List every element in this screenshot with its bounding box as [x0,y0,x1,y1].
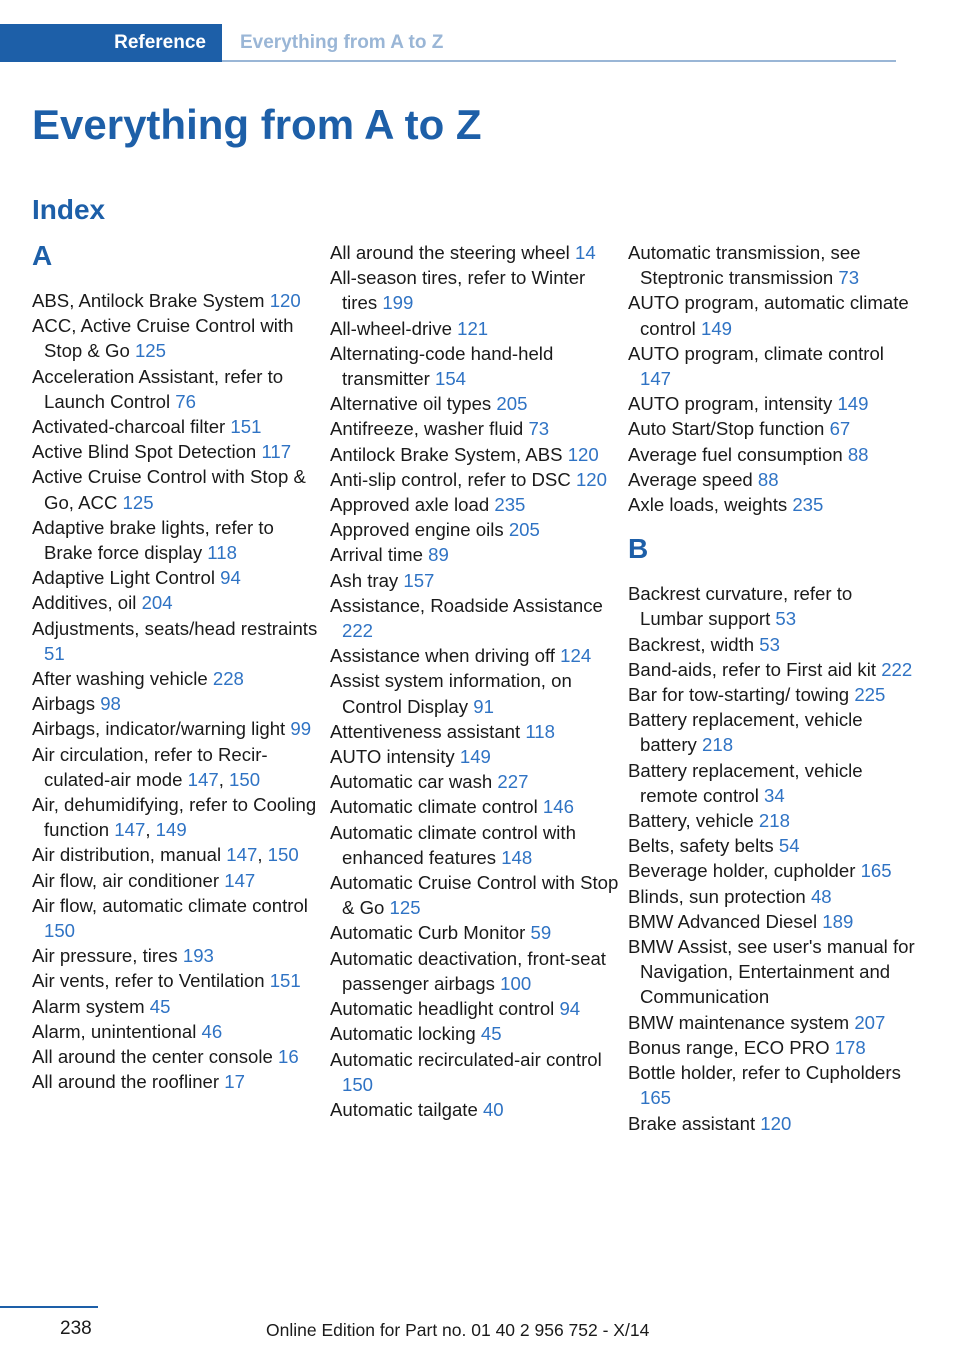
page-link[interactable]: 53 [775,608,797,630]
index-term: AUTO intensity [330,746,455,768]
index-entry [330,265,620,315]
index-term: All around the center console [32,1046,273,1068]
index-term: Acceleration Assistant, refer to Launch Control [32,365,284,412]
index-term: Beverage holder, cupholder [628,860,856,882]
index-entry [32,565,322,590]
page-link[interactable]: 121 [457,317,489,339]
index-term: Bonus range, ECO PRO [628,1036,830,1058]
index-term: Automatic Cruise Control with Stop & Go [330,872,619,919]
entry-list [32,288,322,1095]
letter-heading-a: A [32,240,53,271]
index-term: Automatic transmission, see Steptronic transmission [628,242,861,289]
page-link[interactable]: 88 [757,468,779,490]
index-entry [628,909,918,934]
index-entry [330,341,620,391]
index-term: Air pressure, tires [32,945,178,967]
index-term: Auto Start/Stop function [628,418,825,440]
index-term: Bottle holder, refer to Cupholders [628,1062,901,1084]
index-term: Airbags, indicator/warning light [32,718,286,740]
index-entry [32,313,322,363]
index-term: Adaptive brake lights, refer to Brake force display [32,516,274,564]
page-link[interactable]: 199 [382,292,414,314]
page-link[interactable]: 218 [702,734,734,756]
page-link[interactable]: 45 [480,1023,502,1045]
page-link[interactable]: 16 [278,1046,299,1068]
index-term: Alarm, unintentional [32,1020,197,1042]
index-entry: Air distribution, manual 147, 150 [32,844,299,866]
index-entry: Air, dehumidifying, refer to Cooling function 147, 149 [32,794,317,841]
page-link[interactable]: 225 [854,684,886,706]
index-entry [628,808,918,833]
index-entry [330,316,620,341]
index-entry [330,744,620,769]
index-entry [628,858,918,883]
page-link[interactable]: 218 [758,810,790,832]
page-link[interactable]: 40 [482,1098,504,1120]
index-term: Air circulation, refer to Recirculated-air mode [32,743,268,790]
index-entry [32,364,322,414]
page-link[interactable]: 146 [542,796,574,818]
index-term: Brake assistant [628,1112,756,1134]
index-term: Average fuel consumption [628,443,843,465]
index-term: After washing vehicle [32,668,208,690]
index-term: BMW Assist, see user's manual for Navigation, Entertainment and Communication [628,936,915,1008]
index-entry [628,657,918,682]
index-entry [32,515,322,565]
index-entry [628,467,918,492]
index-entry [628,492,918,517]
index-term: Anti-slip control, refer to DSC [330,468,571,490]
page-link[interactable]: 125 [134,340,166,362]
page-link[interactable]: 149 [155,819,187,841]
index-term: Assistance, Roadside Assistance [330,594,603,616]
page-link[interactable]: 53 [759,633,780,655]
index-term: Automatic headlight control [330,998,555,1020]
index-entry [330,1097,620,1122]
index-entry [628,833,918,858]
index-entry [330,1021,620,1046]
page-link[interactable]: 150 [229,768,261,790]
index-term: Battery replacement, vehicle battery [628,709,863,756]
index-entry [330,643,620,668]
index-term: Alarm system [32,995,145,1017]
index-term: Automatic recirculated-air control [330,1048,602,1070]
index-term: BMW Advanced Diesel [628,910,818,932]
index-entry [330,517,620,542]
index-entry [330,996,620,1021]
page-link[interactable]: 91 [473,695,494,717]
page-title: Everything from A to Z [32,101,482,148]
index-term: All-season tires, refer to Winter tires [330,267,586,314]
entry-list [628,581,918,1135]
page-link[interactable]: 147 [640,368,672,390]
index-entry [330,794,620,819]
index-term: Axle loads, weights [628,494,788,516]
index-entry [330,769,620,794]
index-term: Automatic Curb Monitor [330,922,526,944]
index-term: AUTO program, intensity [628,393,833,415]
page-link[interactable]: 120 [269,290,301,311]
index-term: Alternative oil types [330,393,492,415]
index-entry [330,568,620,593]
index-entry [628,290,918,340]
page-link[interactable]: 88 [847,443,869,465]
page-link[interactable]: 125 [122,491,154,513]
index-entry [32,464,322,514]
page-link[interactable]: 150 [44,920,76,942]
page-link[interactable]: 94 [220,567,241,589]
index-column-2 [330,240,620,1122]
index-term: Approved axle load [330,494,490,516]
index-entry [628,1010,918,1035]
index-term: AUTO program, automatic climate control [628,292,909,339]
index-entry [330,668,620,718]
page-link[interactable]: 147 [224,869,256,891]
index-entry [32,616,322,666]
page-link[interactable]: 99 [290,718,312,740]
index-entry [330,240,620,265]
index-term: Automatic deactivation, front-seat passenger airbags [330,947,606,994]
letter-heading-b: B [628,533,649,565]
page-link[interactable]: 48 [810,885,832,907]
index-term: Backrest curvature, refer to Lumbar support [628,583,853,630]
index-entry [32,1069,322,1094]
page-link[interactable]: 148 [501,846,533,868]
index-term: Belts, safety belts [628,835,774,857]
page-link[interactable]: 76 [175,390,196,412]
index-entry [32,1019,322,1044]
index-term: ABS, Antilock Brake System [32,290,265,311]
index-heading: Index [32,194,106,225]
index-term: Airbags [32,693,96,715]
index-term: Attentiveness assistant [330,720,521,742]
index-term: Air distribution, manual [32,844,222,866]
index-term: Alternating-code hand-held transmitter [330,342,554,390]
page-link[interactable]: 204 [141,592,173,614]
page-link[interactable]: 205 [508,519,540,541]
index-entry [628,391,918,416]
index-entry [330,593,620,643]
index-term: Ash tray [330,569,399,591]
index-entry [628,581,918,631]
index-term: Activated-charcoal filter [32,416,226,438]
index-entry [32,414,322,439]
index-entry [32,590,322,615]
index-entry [32,716,322,741]
index-column-1 [32,240,322,1095]
index-entry [628,632,918,657]
footer-edition: Online Edition for Part no. 01 40 2 956 752 - X/14 [266,1320,650,1340]
index-entry [32,439,322,464]
index-entry [32,1044,322,1069]
index-term: Automatic locking [330,1023,476,1045]
index-entry [330,467,620,492]
index-term: Average speed [628,468,753,490]
index-entry [628,884,918,909]
page-link[interactable]: 157 [403,569,435,591]
entry-list [628,240,918,517]
index-entry [32,943,322,968]
index-term: Bar for tow-starting/ towing [628,684,850,706]
page-link[interactable]: 151 [230,416,262,438]
page-link[interactable]: 125 [389,897,421,919]
page-link[interactable]: 235 [792,494,824,516]
index-term: Battery replacement, vehicle remote control [628,759,863,806]
index-entry [330,442,620,467]
page-link[interactable]: 150 [267,844,299,866]
page-link[interactable]: 235 [494,494,526,516]
index-entry [32,994,322,1019]
index-entry [628,341,918,391]
page-link[interactable]: 118 [207,542,237,564]
index-entry [628,442,918,467]
section-tab-label: Reference [114,32,206,53]
page-link[interactable]: 228 [212,668,244,690]
index-entry [330,920,620,945]
index-entry [330,719,620,744]
index-term: All around the roofliner [32,1071,220,1093]
page-link[interactable]: 118 [525,720,555,742]
page-link[interactable]: 34 [764,784,785,806]
index-term: Automatic climate control [330,796,538,818]
page-link[interactable]: 149 [459,746,491,768]
index-entry [628,416,918,441]
index-entry [32,288,322,313]
page-link[interactable]: 150 [342,1073,374,1095]
index-term: Adjustments, seats/head restraints [32,617,318,639]
page-link[interactable]: 89 [428,544,449,566]
index-term: Additives, oil [32,592,137,614]
index-entry [628,682,918,707]
page-link[interactable]: 67 [829,418,851,440]
page-link[interactable]: 151 [269,970,301,992]
index-term: Air flow, air conditioner [32,869,220,891]
index-term: Arrival time [330,544,423,566]
index-entry [330,492,620,517]
index-term: All around the steering wheel [330,242,570,263]
index-term: Backrest, width [628,633,755,655]
page-number: 238 [60,1318,92,1339]
index-entry [330,1047,620,1097]
index-term: Antilock Brake System, ABS [330,443,563,465]
page-number-rule [0,1306,98,1308]
index-term: Automatic tailgate [330,1098,478,1120]
page-link[interactable]: 94 [559,998,581,1020]
index-entry: Air circulation, refer to Recirculated-air mode 147, 150 [32,743,268,790]
index-term: Active Cruise Control with Stop & Go, ACC [32,466,306,513]
index-term: Blinds, sun protection [628,885,806,907]
index-term: Active Blind Spot Detection [32,441,257,463]
page-link[interactable]: 54 [778,835,800,857]
index-entry [330,416,620,441]
page-link[interactable]: 222 [881,658,913,680]
index-entry [330,946,620,996]
page-link[interactable]: 165 [640,1087,672,1109]
index-term: Automatic climate control with enhanced features [330,821,576,868]
page-link[interactable]: 73 [838,267,860,289]
page-link[interactable]: 117 [261,441,292,463]
index-term: Antifreeze, washer fluid [330,418,524,440]
index-entry [628,707,918,757]
page-link[interactable]: 120 [575,468,607,490]
page-link[interactable]: 165 [860,860,892,882]
index-entry [330,542,620,567]
running-header-title: Everything from A to Z [240,32,444,53]
index-term: Automatic car wash [330,771,493,793]
index-term: Adaptive Light Control [32,567,215,589]
page-link[interactable]: 178 [834,1036,866,1058]
index-entry [628,1035,918,1060]
index-entry [32,893,322,943]
index-term: Band-aids, refer to First aid kit [628,658,877,680]
page-link[interactable]: 149 [837,393,869,415]
index-entry [32,868,322,893]
page-link[interactable]: 124 [560,645,592,667]
page-link[interactable]: 222 [342,620,374,642]
index-term: Battery, vehicle [628,810,754,832]
page-link[interactable]: 227 [497,771,529,793]
page-link[interactable]: 98 [100,693,121,715]
index-term: Air, dehumidifying, refer to Cooling function [32,794,317,841]
page-link[interactable]: 154 [435,368,467,390]
page-link[interactable]: 100 [500,972,532,994]
page-link[interactable]: 73 [528,418,550,440]
index-entry [628,1111,918,1136]
page-link[interactable]: 46 [201,1020,223,1042]
index-entry [330,870,620,920]
page-link[interactable]: 120 [760,1112,792,1134]
page-link[interactable]: 51 [44,642,65,664]
index-term: BMW maintenance system [628,1011,850,1033]
index-term: AUTO program, climate control [628,342,884,364]
index-entry [32,666,322,691]
page-link[interactable]: 207 [854,1011,886,1033]
page-link[interactable]: 45 [149,995,171,1017]
page-link[interactable]: 59 [530,922,552,944]
page-link[interactable]: 147 [114,819,146,841]
index-term: Approved engine oils [330,519,504,541]
page-link[interactable]: 147 [187,768,219,790]
page-link[interactable]: 205 [496,393,528,415]
section-tab [0,24,222,62]
page-link[interactable]: 149 [700,317,733,339]
header-rule [222,60,896,62]
index-term: Air vents, refer to Ventilation [32,970,265,992]
page-link[interactable]: 193 [182,945,214,967]
index-column-3 [628,240,918,1136]
index-entry [628,758,918,808]
index-entry [32,691,322,716]
page-link[interactable]: 189 [822,910,854,932]
index-entry [628,1060,918,1110]
entry-list [330,240,620,1122]
page-link[interactable]: 14 [574,242,596,263]
index-entry [628,934,918,1010]
index-term: ACC, Active Cruise Control with Stop & Go [32,315,294,362]
index-entry [32,968,322,993]
page-link[interactable]: 17 [224,1071,245,1093]
index-entry [628,240,918,290]
index-entry [330,820,620,870]
index-term: All-wheel-drive [330,317,452,339]
index-entry [330,391,620,416]
page-link[interactable]: 147 [226,844,258,866]
index-term: Assistance when driving off [330,645,555,667]
page-link[interactable]: 120 [567,443,599,465]
index-term: Assist system information, on Control Display [330,670,572,717]
index-term: Air flow, automatic climate control [32,894,308,916]
